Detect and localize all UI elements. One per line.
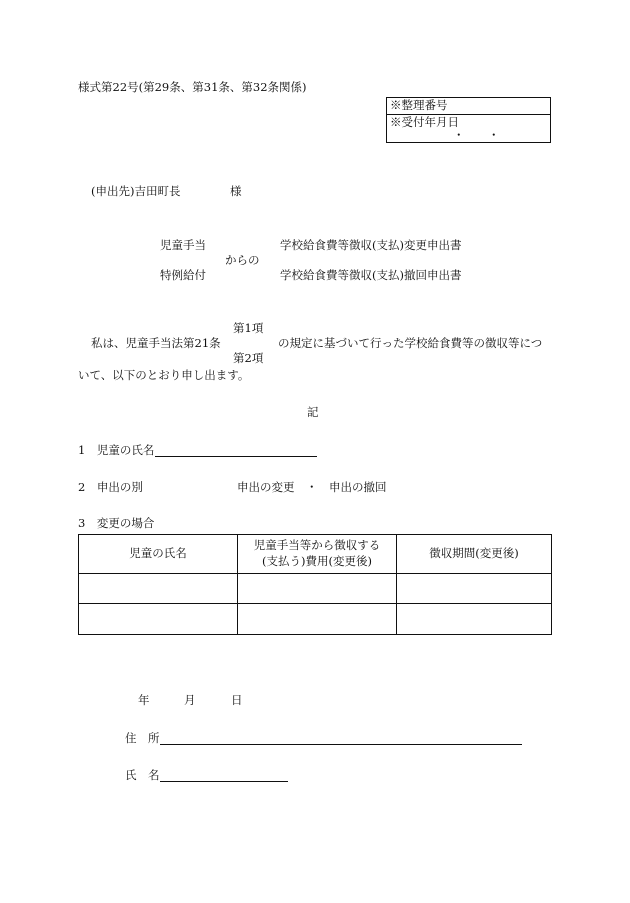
table-row — [79, 573, 552, 604]
title-option-special-benefit: 特例給付 — [160, 268, 206, 282]
date-separator-dot: ・ — [488, 128, 500, 142]
address-label: 住 所 — [125, 731, 160, 745]
title-withdraw-request: 学校給食費等徴収(支払)撤回申出書 — [280, 268, 462, 282]
header-period: 徴収期間(変更後) — [397, 535, 552, 574]
table-header-row — [79, 535, 552, 574]
table-cell[interactable] — [397, 573, 552, 604]
addressee-honorific: 様 — [230, 184, 242, 198]
clause-1: 第1項 — [233, 321, 264, 335]
clause-2: 第2項 — [233, 351, 264, 365]
statement-line2: いて、以下のとおり申し出ます。 — [78, 368, 250, 382]
statement-line1-a: 私は、児童手当法第21条 — [91, 336, 221, 350]
item2-label: 2 申出の別 — [78, 480, 143, 494]
reception-date-label: ※受付年月日 — [390, 115, 459, 129]
reception-number-label: ※整理番号 — [390, 98, 448, 112]
change-table — [78, 534, 552, 635]
title-change-request: 学校給食費等徴収(支払)変更申出書 — [280, 238, 462, 252]
header-child-name: 児童の氏名 — [79, 535, 238, 574]
title-connector: からの — [225, 253, 260, 267]
item1-label: 1 児童の氏名 — [78, 443, 155, 457]
table-cell[interactable] — [238, 604, 397, 635]
table-cell[interactable] — [79, 604, 238, 635]
date-year-label: 年 — [138, 693, 150, 707]
child-name-field-line[interactable] — [155, 456, 317, 457]
reception-number-row — [387, 98, 550, 115]
addressee: (申出先)吉田町長 — [91, 184, 181, 198]
header-cost: 児童手当等から徴収する (支払う)費用(変更後) — [238, 535, 397, 574]
name-label: 氏 名 — [125, 768, 160, 782]
table-row — [79, 604, 552, 635]
table-cell[interactable] — [397, 604, 552, 635]
date-separator-dot: ・ — [453, 128, 465, 142]
date-day-label: 日 — [231, 693, 243, 707]
ki-heading: 記 — [307, 405, 319, 419]
name-field-line[interactable] — [160, 781, 288, 782]
date-month-label: 月 — [184, 693, 196, 707]
statement-line1-b: の規定に基づいて行った学校給食費等の徴収等につ — [278, 336, 543, 350]
address-field-line[interactable] — [160, 744, 522, 745]
item3-label: 3 変更の場合 — [78, 516, 155, 530]
table-cell[interactable] — [79, 573, 238, 604]
request-type-choices[interactable]: 申出の変更 ・ 申出の撤回 — [237, 480, 387, 494]
reception-box — [386, 97, 551, 143]
form-reference: 様式第22号(第29条、第31条、第32条関係) — [78, 80, 307, 94]
table-cell[interactable] — [238, 573, 397, 604]
title-option-child-allowance: 児童手当 — [160, 238, 206, 252]
